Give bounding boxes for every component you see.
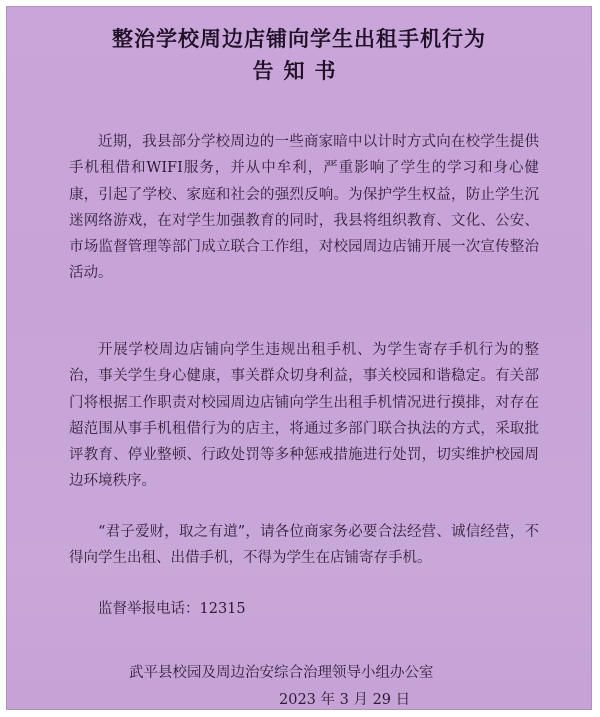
notice-document	[6, 6, 592, 710]
paragraph-measures: 开展学校周边店铺向学生违规出租手机、为学生寄存手机行为的整治，事关学生身心健康，事关群众切身利益，事关校园和谐稳定。有关部门将根据工作职责对校园周边店铺向学生出租手机情况进行摸排，对存在超范围从事手机租借行为的店主，将通过多部门联合执法的方式，采取批评教育、停业整顿、行政处罚等多种惩戒措施进行处罚，切实维护校园周边环境秩序。	[69, 342, 539, 490]
notice-title: 整治学校周边店铺向学生出租手机行为	[112, 26, 486, 51]
issue-date: 2023 年 3 月 29 日	[279, 692, 411, 708]
paragraph-intro: 近期，我县部分学校周边的一些商家暗中以计时方式向在校学生提供手机租借和WIFI服务，并从中牟利，严重影响了学生的学习和身心健康，引起了学校、家庭和社会的强烈反响。为保护学生权益，防止学生沉迷网络游戏，在对学生加强教育的同时，我县将组织教育、文化、公安、市场监督管理等部门成立联合工作组，对校园周边店铺开展一次宣传整治活动。	[69, 134, 539, 282]
paragraph-appeal: “君子爱财，取之有道”，请各位商家务必要合法经营、诚信经营，不得向学生出租、出借手机，不得为学生在店铺寄存手机。	[69, 524, 539, 567]
issuing-office: 武平县校园及周边治安综合治理领导小组办公室	[129, 665, 434, 681]
hotline-text: 监督举报电话：12315	[98, 601, 246, 617]
notice-subtitle: 告知书	[252, 58, 346, 83]
